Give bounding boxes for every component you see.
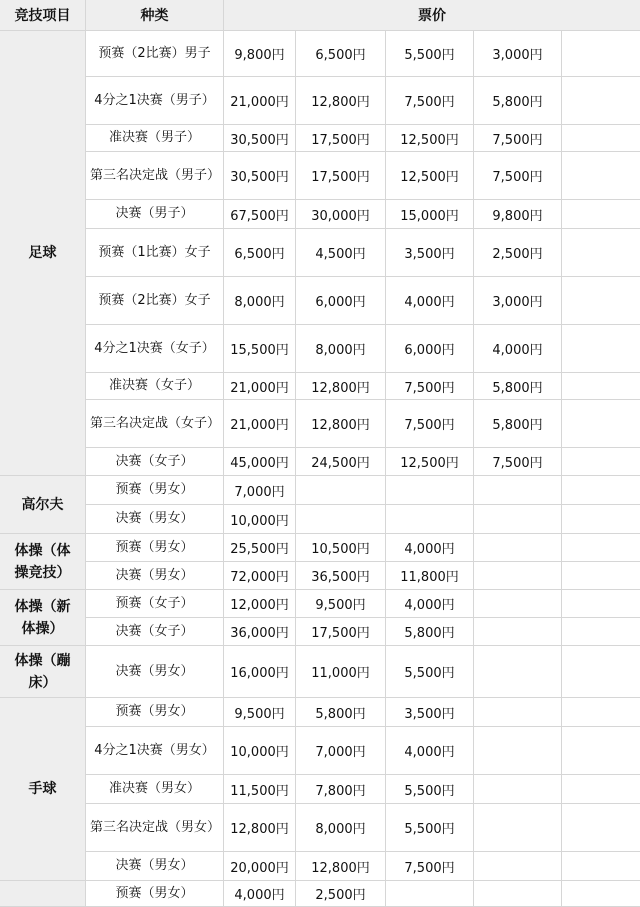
- price-cell: 2,500円: [474, 229, 562, 277]
- sport-name: 体操（蹦床）: [14, 652, 71, 691]
- price-cell: [562, 31, 640, 77]
- table-row: [0, 373, 640, 400]
- sport-cell: [0, 534, 86, 590]
- price-cell: [474, 505, 562, 534]
- price-cell: [562, 646, 640, 698]
- category-cell: 第三名决定战（女子）: [86, 400, 224, 448]
- price-cell: [562, 804, 640, 852]
- price-cell: 7,500円: [386, 373, 474, 400]
- price-cell: [562, 505, 640, 534]
- price-cell: 30,500円: [224, 152, 296, 200]
- sport-name: 足球: [28, 245, 57, 261]
- price-cell: [562, 775, 640, 804]
- price-cell: [474, 727, 562, 775]
- table-row: [0, 125, 640, 152]
- price-cell: 4,000円: [386, 534, 474, 562]
- price-cell: [474, 804, 562, 852]
- price-cell: 21,000円: [224, 400, 296, 448]
- price-cell: 5,800円: [474, 373, 562, 400]
- category-cell: 预赛（男女）: [86, 698, 224, 727]
- price-cell: 17,500円: [296, 152, 386, 200]
- price-cell: 11,000円: [296, 646, 386, 698]
- price-cell: [562, 373, 640, 400]
- price-cell: [562, 277, 640, 325]
- price-cell: [562, 727, 640, 775]
- price-cell: 12,800円: [224, 804, 296, 852]
- table-row: [0, 727, 640, 775]
- price-cell: [474, 852, 562, 881]
- price-cell: 24,500円: [296, 448, 386, 476]
- category-cell: 决赛（女子）: [86, 448, 224, 476]
- price-cell: [296, 505, 386, 534]
- price-cell: 6,500円: [224, 229, 296, 277]
- category-cell: 准决赛（女子）: [86, 373, 224, 400]
- sport-name: 手球: [28, 781, 57, 797]
- price-cell: [386, 881, 474, 907]
- price-cell: [386, 476, 474, 505]
- category-cell: 决赛（男女）: [86, 505, 224, 534]
- table-row: [0, 200, 640, 229]
- price-cell: [562, 881, 640, 907]
- price-cell: 12,000円: [224, 590, 296, 618]
- header-sport: 竞技项目: [0, 0, 86, 31]
- price-cell: 16,000円: [224, 646, 296, 698]
- price-cell: 7,500円: [386, 77, 474, 125]
- sport-cell: [0, 590, 86, 646]
- price-cell: 9,800円: [224, 31, 296, 77]
- header-price: 票价: [224, 0, 640, 31]
- category-cell: 决赛（男女）: [86, 646, 224, 698]
- price-cell: 5,500円: [386, 646, 474, 698]
- category-cell: 4分之1决赛（女子）: [86, 325, 224, 373]
- price-cell: 5,500円: [386, 804, 474, 852]
- price-cell: 3,000円: [474, 31, 562, 77]
- table-row: [0, 534, 640, 562]
- price-cell: [296, 476, 386, 505]
- price-cell: 21,000円: [224, 373, 296, 400]
- category-cell: 准决赛（男女）: [86, 775, 224, 804]
- table-row: [0, 400, 640, 448]
- price-cell: [474, 476, 562, 505]
- price-cell: [562, 618, 640, 646]
- price-cell: [474, 534, 562, 562]
- price-cell: 17,500円: [296, 125, 386, 152]
- price-cell: [562, 77, 640, 125]
- price-cell: [562, 200, 640, 229]
- category-cell: 4分之1决赛（男子）: [86, 77, 224, 125]
- table-row: [0, 646, 640, 698]
- table-row: [0, 152, 640, 200]
- price-cell: 15,000円: [386, 200, 474, 229]
- price-cell: [562, 852, 640, 881]
- price-cell: [562, 325, 640, 373]
- price-cell: 8,000円: [296, 804, 386, 852]
- table-row: [0, 31, 640, 77]
- price-cell: 30,000円: [296, 200, 386, 229]
- price-cell: 7,500円: [386, 852, 474, 881]
- price-cell: 9,500円: [296, 590, 386, 618]
- price-cell: 12,800円: [296, 400, 386, 448]
- price-cell: 7,500円: [386, 400, 474, 448]
- table-row: [0, 229, 640, 277]
- price-cell: 7,500円: [474, 152, 562, 200]
- price-cell: [386, 505, 474, 534]
- price-cell: [474, 698, 562, 727]
- price-cell: [562, 476, 640, 505]
- table-row: [0, 505, 640, 534]
- price-cell: 3,000円: [474, 277, 562, 325]
- price-cell: 5,800円: [474, 400, 562, 448]
- price-cell: 12,800円: [296, 77, 386, 125]
- price-cell: [562, 125, 640, 152]
- table-row: [0, 618, 640, 646]
- category-cell: 准决赛（男子）: [86, 125, 224, 152]
- category-cell: 决赛（男女）: [86, 852, 224, 881]
- price-cell: 7,500円: [474, 448, 562, 476]
- sport-name: 高尔夫: [21, 496, 64, 513]
- price-cell: 2,500円: [296, 881, 386, 907]
- price-cell: 25,500円: [224, 534, 296, 562]
- price-cell: 12,800円: [296, 852, 386, 881]
- price-cell: 6,500円: [296, 31, 386, 77]
- category-cell: 预赛（女子）: [86, 590, 224, 618]
- table-row: [0, 590, 640, 618]
- price-cell: [562, 590, 640, 618]
- table-row: [0, 325, 640, 373]
- category-cell: 预赛（2比赛）男子: [86, 31, 224, 77]
- table-row: [0, 448, 640, 476]
- sport-cell: [0, 698, 86, 881]
- price-cell: 3,500円: [386, 698, 474, 727]
- price-cell: 7,000円: [224, 476, 296, 505]
- category-cell: 决赛（男子）: [86, 200, 224, 229]
- category-cell: 预赛（男女）: [86, 476, 224, 505]
- table-row: [0, 277, 640, 325]
- category-cell: 决赛（女子）: [86, 618, 224, 646]
- price-cell: 9,500円: [224, 698, 296, 727]
- table-row: [0, 562, 640, 590]
- price-cell: 11,500円: [224, 775, 296, 804]
- sport-cell: [0, 881, 86, 907]
- sport-cell: [0, 31, 86, 476]
- price-cell: 5,800円: [296, 698, 386, 727]
- price-cell: 4,000円: [386, 590, 474, 618]
- price-cell: 4,500円: [296, 229, 386, 277]
- price-cell: 8,000円: [296, 325, 386, 373]
- price-cell: 12,500円: [386, 152, 474, 200]
- price-cell: [562, 534, 640, 562]
- price-cell: 11,800円: [386, 562, 474, 590]
- price-cell: [474, 562, 562, 590]
- table-row: [0, 852, 640, 881]
- price-cell: 12,500円: [386, 125, 474, 152]
- price-cell: 3,500円: [386, 229, 474, 277]
- price-cell: 7,500円: [474, 125, 562, 152]
- price-cell: 72,000円: [224, 562, 296, 590]
- category-cell: 第三名决定战（男子）: [86, 152, 224, 200]
- price-cell: 4,000円: [474, 325, 562, 373]
- table-row: [0, 804, 640, 852]
- price-cell: 6,000円: [296, 277, 386, 325]
- price-cell: [474, 618, 562, 646]
- category-cell: 预赛（2比赛）女子: [86, 277, 224, 325]
- category-cell: 决赛（男女）: [86, 562, 224, 590]
- price-cell: [562, 229, 640, 277]
- price-cell: [474, 590, 562, 618]
- price-cell: 4,000円: [386, 277, 474, 325]
- table-header: [0, 0, 640, 31]
- price-cell: 10,000円: [224, 505, 296, 534]
- price-cell: 30,500円: [224, 125, 296, 152]
- price-cell: [562, 448, 640, 476]
- category-cell: 预赛（1比赛）女子: [86, 229, 224, 277]
- price-cell: 17,500円: [296, 618, 386, 646]
- table-row: [0, 775, 640, 804]
- price-cell: 5,500円: [386, 775, 474, 804]
- price-cell: [474, 881, 562, 907]
- price-cell: 5,800円: [386, 618, 474, 646]
- price-cell: 12,800円: [296, 373, 386, 400]
- table-row: [0, 698, 640, 727]
- price-cell: 10,000円: [224, 727, 296, 775]
- table-row: [0, 476, 640, 505]
- sport-name: 体操（新体操）: [14, 598, 71, 637]
- category-cell: 预赛（男女）: [86, 534, 224, 562]
- price-cell: [562, 400, 640, 448]
- category-cell: 第三名决定战（男女）: [86, 804, 224, 852]
- header-category: 种类: [86, 0, 224, 31]
- price-cell: [562, 152, 640, 200]
- price-cell: [562, 698, 640, 727]
- price-cell: [474, 775, 562, 804]
- category-cell: 4分之1决赛（男女）: [86, 727, 224, 775]
- table-row: [0, 881, 640, 907]
- price-cell: 20,000円: [224, 852, 296, 881]
- price-cell: [562, 562, 640, 590]
- price-cell: 36,000円: [224, 618, 296, 646]
- price-cell: 5,800円: [474, 77, 562, 125]
- price-cell: 67,500円: [224, 200, 296, 229]
- price-cell: 45,000円: [224, 448, 296, 476]
- sport-cell: [0, 476, 86, 534]
- price-cell: 7,800円: [296, 775, 386, 804]
- price-cell: 6,000円: [386, 325, 474, 373]
- price-cell: 12,500円: [386, 448, 474, 476]
- price-cell: 4,000円: [386, 727, 474, 775]
- price-cell: 5,500円: [386, 31, 474, 77]
- price-cell: 8,000円: [224, 277, 296, 325]
- price-cell: 7,000円: [296, 727, 386, 775]
- price-cell: 10,500円: [296, 534, 386, 562]
- sport-name: 体操（体操竞技）: [14, 542, 71, 581]
- price-cell: 9,800円: [474, 200, 562, 229]
- price-cell: 15,500円: [224, 325, 296, 373]
- price-cell: [474, 646, 562, 698]
- price-cell: 4,000円: [224, 881, 296, 907]
- price-cell: 36,500円: [296, 562, 386, 590]
- price-cell: 21,000円: [224, 77, 296, 125]
- table-row: [0, 77, 640, 125]
- category-cell: 预赛（男女）: [86, 881, 224, 907]
- sport-cell: [0, 646, 86, 698]
